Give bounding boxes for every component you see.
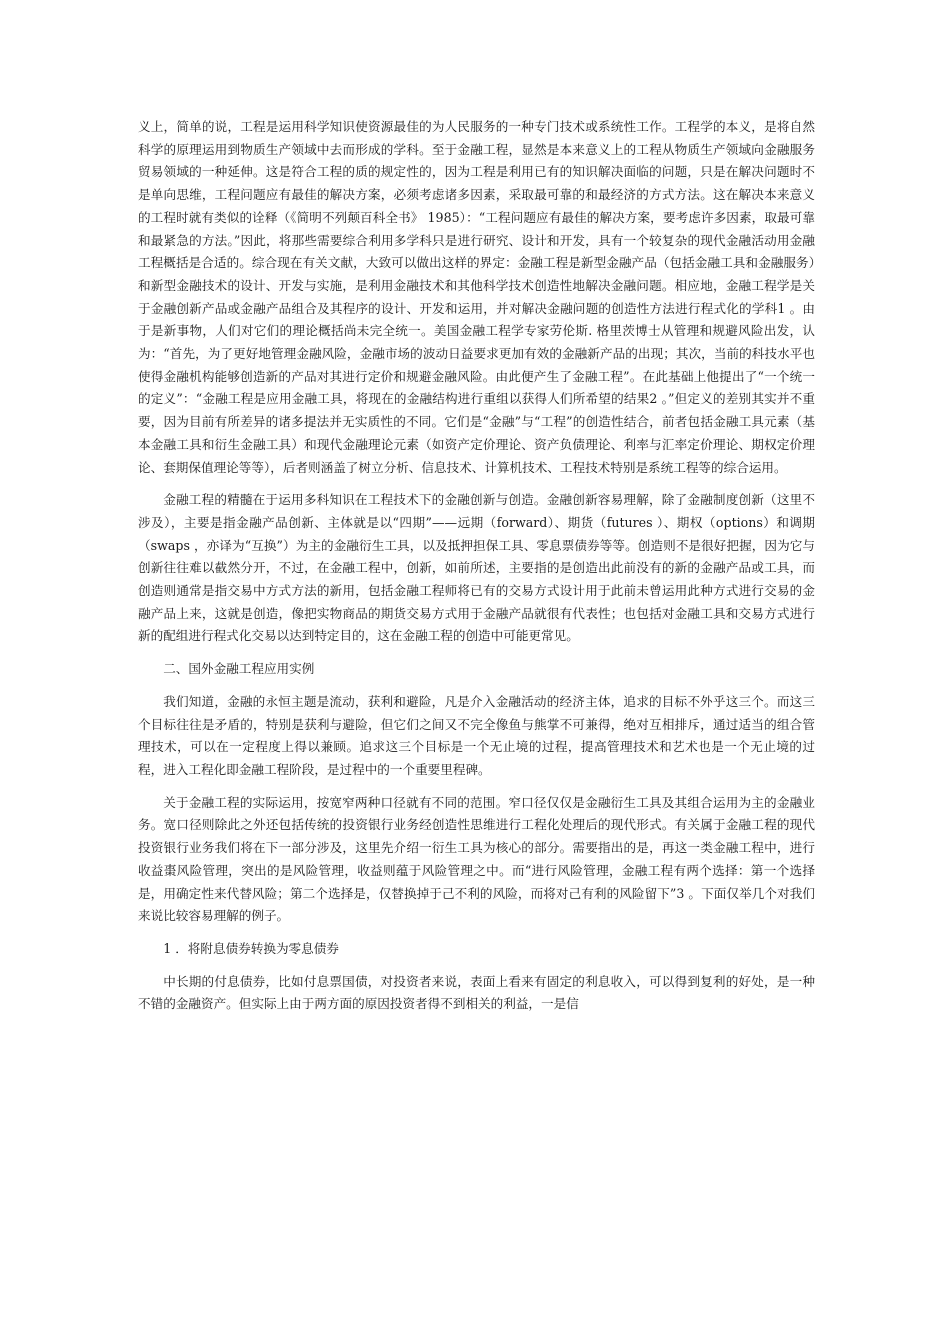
document-page [138,116,815,1026]
paragraph-finance-goals: 我们知道，金融的永恒主题是流动，获利和避险，凡是介入金融活动的经济主体，追求的目标不外乎这三个。而这三个目标往往是矛盾的，特别是获利与避险，但它们之间又不完全像鱼与熊掌不可兼得，绝对互相排斥，通过适当的组合管理技术，可以在一定程度上得以兼顾。追求这三个目标是一个无止境的过程，提高管理技术和艺术也是一个无止境的过程，进入工程化即金融工程阶段，是过程中的一个重要里程碑。 [138,693,815,777]
paragraph-practical-application: 关于金融工程的实际运用，按宽窄两种口径就有不同的范围。窄口径仅仅是金融衍生工具及其组合运用为主的金融业务。宽口径则除此之外还包括传统的投资银行业务经创造性思维进行工程化处理后的现代形式。有关属于金融工程的现代投资银行业务我们将在下一部分涉及，这里先介绍一衍生工具为核心的部分。需要指出的是，再这一类金融工程中，进行收益棗风险管理，突出的是风险管理，收益则蕴于风险管理之中。而“进行风险管理，金融工程有两个选择：第一个选择是，用确定性来代替风险；第二个选择是，仅替换掉于己不利的风险，而将对己有利的风险留下”3 。下面仅举几个对我们来说比较容易理解的例子。 [138,794,815,924]
subsection-heading-coupon-to-zero: 1 ．将附息债券转换为零息债券 [163,940,339,956]
paragraph-engineering-essence: 金融工程的精髓在于运用多科知识在工程技术下的金融创新与创造。金融创新容易理解，除了金融制度创新（这里不涉及），主要是指金融产品创新、主体就是以“四期”——远期（forward）、期货（futures ）、期权（options）和调期（swaps ，亦译为“互换”）为主的金融衍生工具，以及抵押担保工具、零息票债券等等。创造则不是很好把握，因为它与创新往往难以截然分开，不过，在金融工程中，创新，如前所述，主要指的是创造出此前没有的新的金融产品或工具，而创造则通常是指交易中方式方法的新用，包括金融工程师将已有的交易方式设计用于此前未曾运用此种方式进行交易的金融产品上来，这就是创造，像把实物商品的期货交易方式用于金融产品就很有代表性；也包括对金融工具和交易方式进行新的配组进行程式化交易以达到特定目的，这在金融工程的创造中可能更常见。 [138,492,815,644]
paragraph-coupon-bonds: 中长期的付息债券，比如付息票国债，对投资者来说，表面上看来有固定的利息收入，可以得到复利的好处，是一种不错的金融资产。但实际上由于两方面的原因投资者得不到相关的利益，一是信 [138,973,815,1012]
section-heading-foreign-examples: 二、国外金融工程应用实例 [163,661,315,677]
paragraph-engineering-definition: 义上，简单的说，工程是运用科学知识使资源最佳的为人民服务的一种专门技术或系统性工作。工程学的本义，是将自然科学的原理运用到物质生产领域中去而形成的学科。至于金融工程，显然是本来意义上的工程从物质生产领域向金融服务贸易领域的一种延伸。这是符合工程的质的规定性的，因为工程是利用已有的知识解决面临的问题，只是在解决问题时不是单向思维，工程问题应有最佳的解决方案，必须考虑诸多因素，采取最可靠的和最经济的方式方法。这在解决本来意义的工程时就有类似的诠释（《简明不列颠百科全书》 1985）：“工程问题应有最佳的解决方案，要考虑许多因素，取最可靠和最紧急的方法。”因此，将那些需要综合利用多学科只是进行研究、设计和开发，具有一个较复杂的现代金融活动用金融工程概括是合适的。综合现在有关文献，大致可以做出这样的界定：金融工程是新型金融产品（包括金融工具和金融服务）和新型金融技术的设计、开发与实施，是利用金融技术和其他科学技术创造性地解决金融问题。相应地，金融工程学是关于金融创新产品或金融产品组合及其程序的设计、开发和运用，并对解决金融问题的创造性方法进行程式化的学科1 。由于是新事物，人们对它们的理论概括尚未完全统一。美国金融工程学专家劳伦斯. 格里茨博士从管理和规避风险出发，认为：“首先，为了更好地管理金融风险，金融市场的波动日益要求更加有效的金融新产品的出现；其次，当前的科技水平也使得金融机构能够创造新的产品对其进行定价和规避金融风险。由此便产生了金融工程”。在此基础上他提出了“一个统一的定义”：“金融工程是应用金融工具，将现在的金融结构进行重组以获得人们所希望的结果2 。”但定义的差别其实并不重要，因为目前有所差异的诸多提法并无实质性的不同。它们是“金融”与“工程”的创造性结合，前者包括金融工具元素（基本金融工具和衍生金融工具）和现代金融理论元素（如资产定价理论、资产负债理论、利率与汇率定价理论、期权定价理论、套期保值理论等等），后者则涵盖了树立分析、信息技术、计算机技术、工程技术特别是系统工程等的综合运用。 [138,119,815,475]
